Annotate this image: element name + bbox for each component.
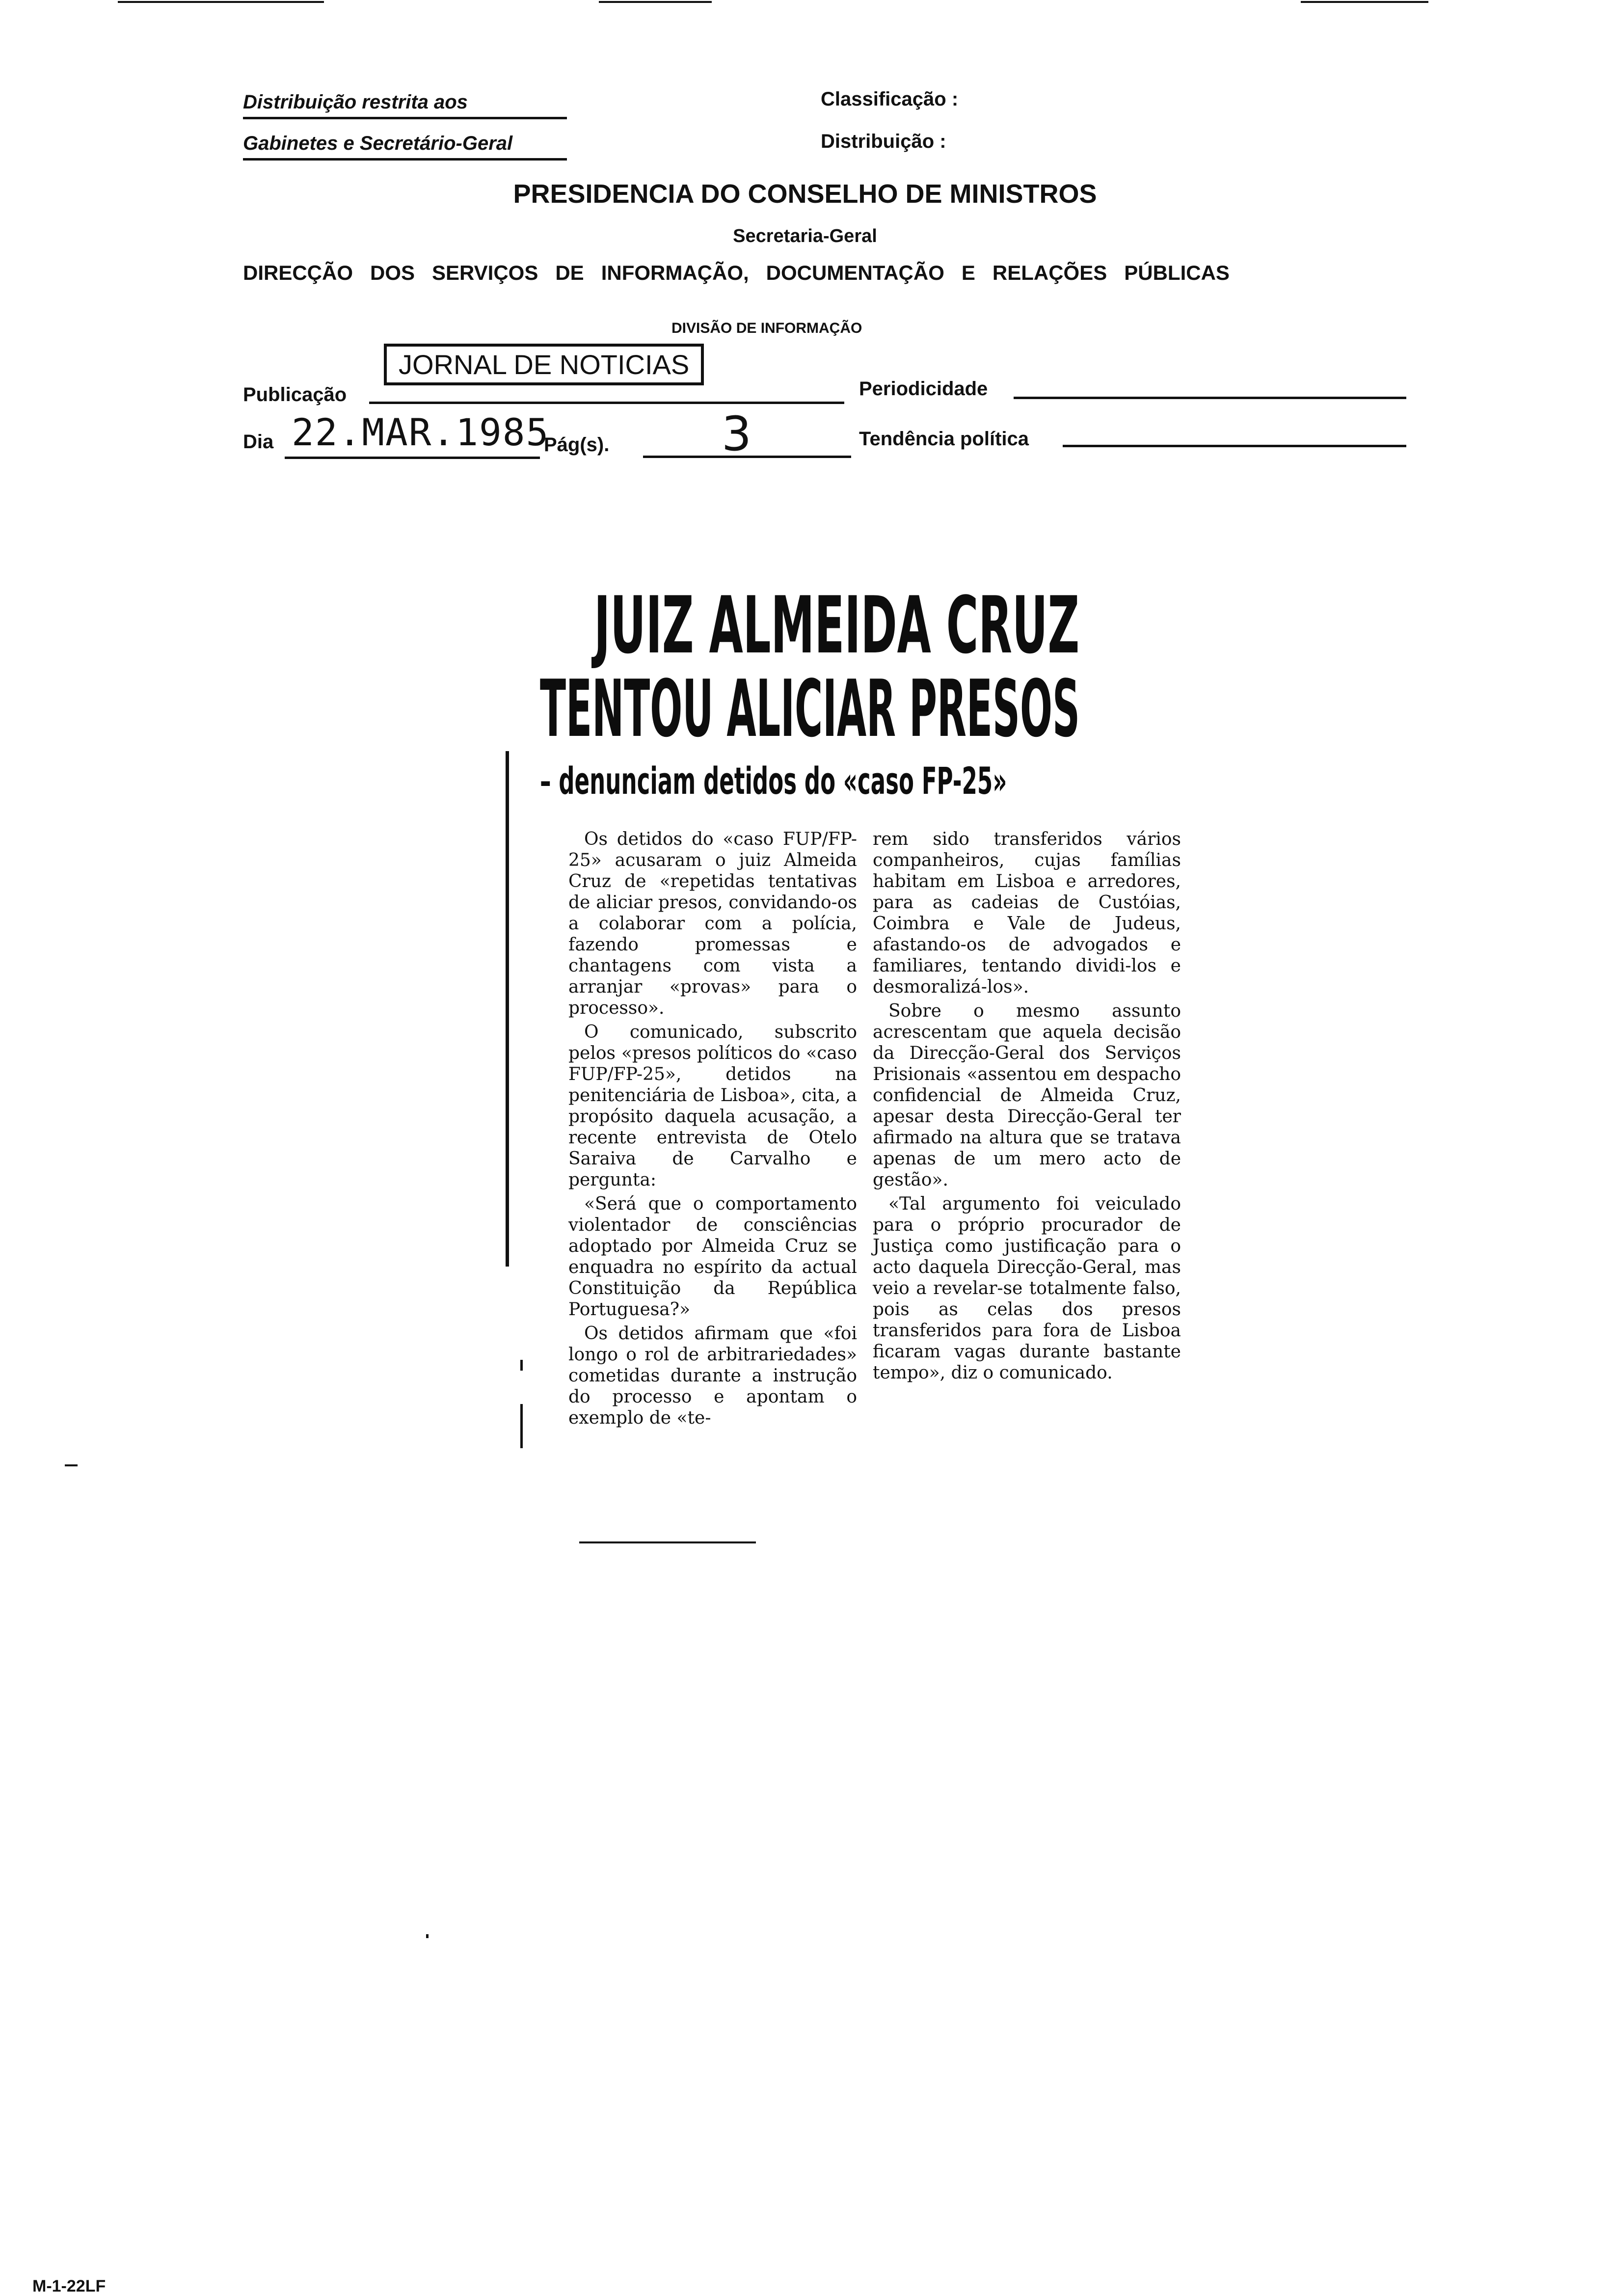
scan-edge-line <box>599 1 712 3</box>
subheadline: – denunciam detidos do «caso FP-25» <box>540 759 1007 803</box>
article-end-rule <box>579 1541 756 1543</box>
column1-paragraph: Os detidos do «caso FUP/FP-25» acusaram o juiz Almeida Cruz de «repetidas tentativas de aliciar presos, convidando-os a colaborar com a polícia, fazendo promessas e chantagens com vista a arranjar «provas» para o processo». <box>568 829 857 1018</box>
distribution-note-line1: Distribuição restrita aos <box>243 91 468 113</box>
dia-value: 22.MAR.1985 <box>292 410 550 454</box>
distribution-underline-2 <box>243 158 567 161</box>
publicacao-field-line <box>369 402 844 404</box>
column2-paragraph: Sobre o mesmo assunto acrescentam que aquela decisão da Direcção-Geral dos Serviços Prisionais «assentou em despacho confidencial de Almeida Cruz, apesar desta Direcção-Geral ter afirmado na altura que se tratava apenas de um mero acto de gestão». <box>873 1001 1181 1190</box>
column1-paragraph: «Será que o comportamento violentador de consciências adoptado por Almeida Cruz se enquadra no espírito da actual Constituição da República Portuguesa?» <box>568 1194 857 1320</box>
footer-code: M-1-22LF <box>32 2277 106 2296</box>
column2-paragraph: rem sido transferidos vários companheiros, cujas famílias habitam em Lisboa e arredores, para as cadeias de Custóias, Coimbra e Vale de Judeus, afastando-os de advogados e familiares, tentando dividi-los e desmoralizá-los». <box>873 829 1181 997</box>
division-title: DIVISÃO DE INFORMAÇÃO <box>671 320 862 336</box>
distribution-underline-1 <box>243 117 567 119</box>
tendencia-label: Tendência política <box>859 428 1029 450</box>
periodicidade-field-line <box>1014 397 1406 399</box>
headline-line1: JUIZ ALMEIDA CRUZ <box>594 579 1080 671</box>
clipping-edge-mark <box>506 751 509 1267</box>
scan-edge-line <box>1301 1 1428 3</box>
pags-label: Pág(s). <box>544 434 610 456</box>
article-clipping <box>506 579 1188 1556</box>
classificacao-label: Classificação : <box>821 88 959 110</box>
headline-line2: TENTOU ALICIAR PRESOS <box>540 663 1080 755</box>
column1-paragraph: O comunicado, subscrito pelos «presos políticos do «caso FUP/FP-25», detidos na penitenciária de Lisboa», cita, a propósito daquela acusação, a recente entrevista de Otelo Saraiva de Carvalho e pergunta: <box>568 1022 857 1190</box>
tendencia-field-line <box>1063 445 1406 447</box>
margin-mark <box>426 1934 429 1938</box>
publicacao-value: JORNAL DE NOTICIAS <box>384 344 704 385</box>
periodicidade-label: Periodicidade <box>859 378 988 400</box>
institution-title: PRESIDENCIA DO CONSELHO DE MINISTROS <box>513 179 1097 209</box>
dia-field-line <box>285 457 540 459</box>
clipping-edge-mark <box>520 1404 523 1448</box>
directorate-title: DIRECÇÃO DOS SERVIÇOS DE INFORMAÇÃO, DOCUMENTAÇÃO E RELAÇÕES PÚBLICAS <box>243 261 1230 284</box>
distribuicao-label: Distribuição : <box>821 131 946 152</box>
column1-paragraph: Os detidos afirmam que «foi longo o rol de arbitrariedades» cometidas durante a instrução do processo e apontam o exemplo de «te- <box>568 1324 857 1428</box>
distribution-note-line2: Gabinetes e Secretário-Geral <box>243 133 513 154</box>
margin-mark <box>65 1464 78 1466</box>
scan-edge-line <box>118 1 324 3</box>
article-column-2 <box>873 829 1181 1386</box>
dia-label: Dia <box>243 431 274 453</box>
pags-value: 3 <box>722 406 752 461</box>
publicacao-label: Publicação <box>243 384 347 405</box>
clipping-edge-mark <box>520 1360 523 1371</box>
article-column-1 <box>568 829 857 1432</box>
column2-paragraph: «Tal argumento foi veiculado para o próprio procurador de Justiça como justificação para o acto daquela Direcção-Geral, mas veio a revelar-se totalmente falso, pois as celas dos presos transferidos para fora de Lisboa ficaram vagas durante bastante tempo», diz o comunicado. <box>873 1194 1181 1383</box>
secretaria-title: Secretaria-Geral <box>733 226 877 246</box>
